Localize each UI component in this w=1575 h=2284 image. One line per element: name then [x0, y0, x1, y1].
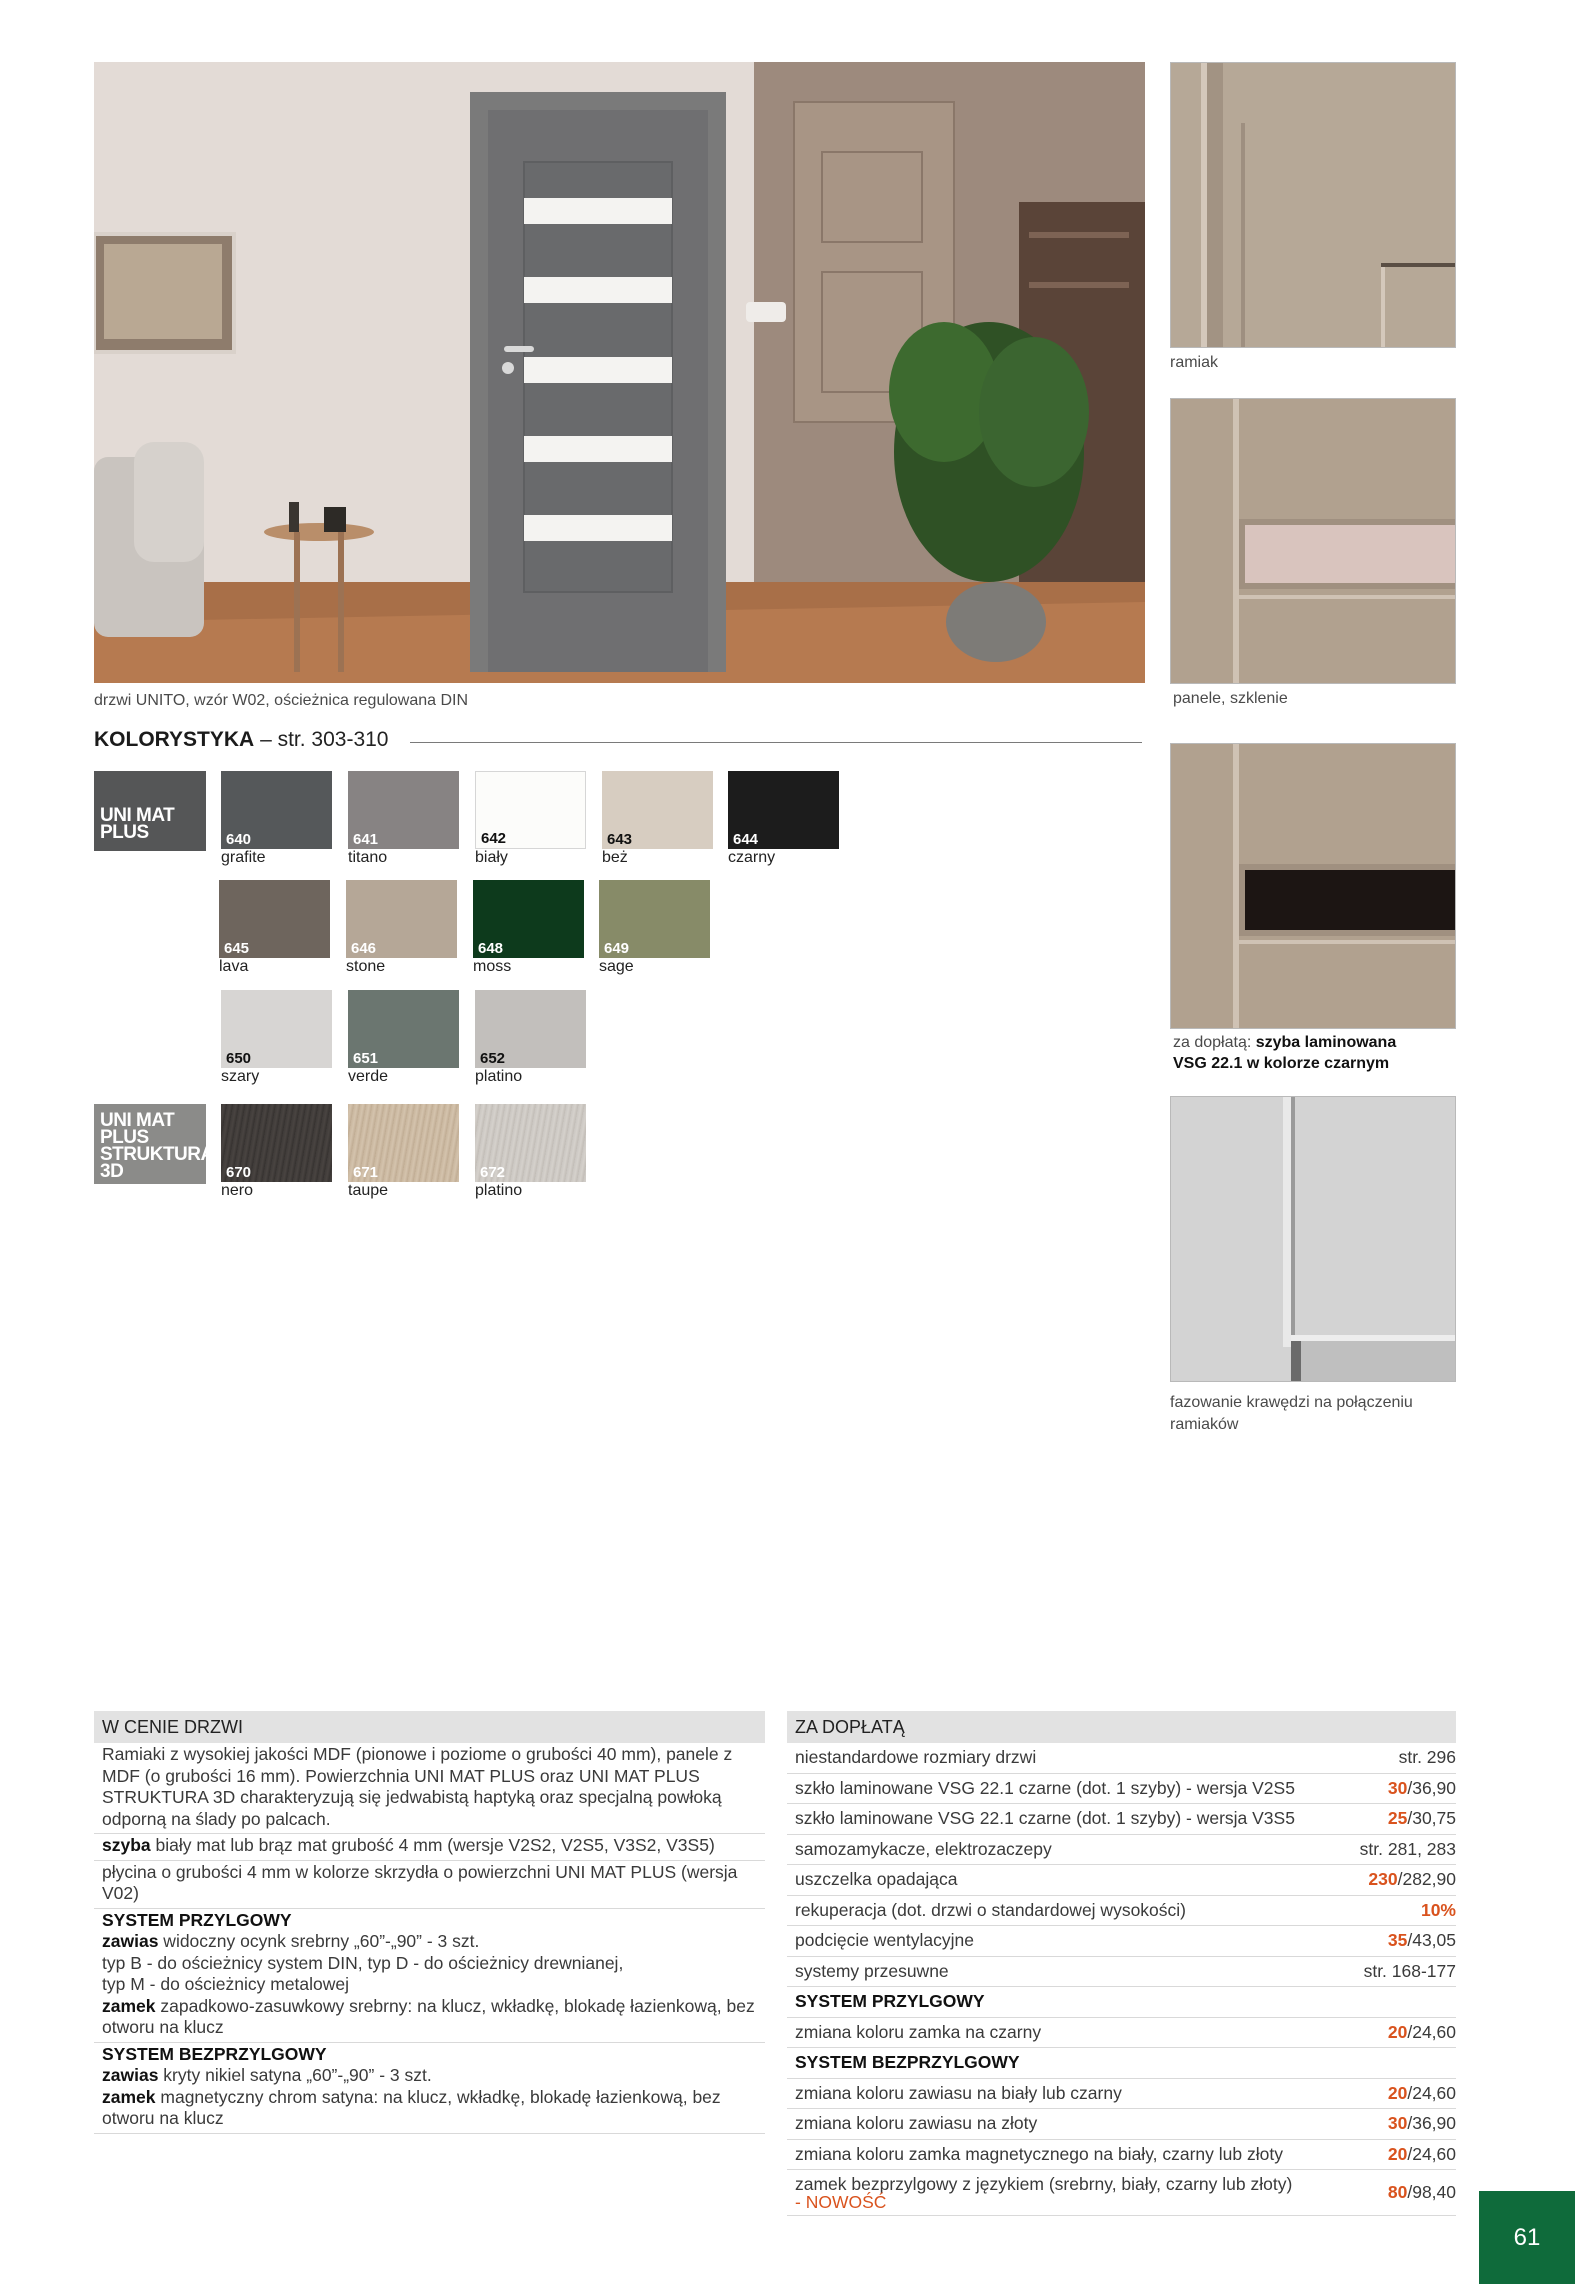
extras-row: [787, 1926, 1456, 1957]
extras-label: podcięcie wentylacyjne: [795, 1930, 974, 1951]
swatch-code: 650: [226, 1050, 252, 1067]
extras-price: [1388, 2083, 1456, 2104]
color-page-ref: – str. 303-310: [254, 728, 389, 751]
extras-price: [1368, 1869, 1456, 1890]
extras-label: systemy przesuwne: [795, 1960, 949, 1981]
lock-text: magnetyczny chrom satyna: na klucz, wkładkę, blokadę łazienkową, bez otworu na klucz: [102, 2086, 721, 2128]
page-number: 61: [1479, 2191, 1575, 2284]
swatch-name: sage: [599, 958, 634, 975]
category-line: 3D: [100, 1161, 124, 1182]
color-title: KOLORYSTYKA: [94, 728, 255, 751]
caption-prefix: za dopłatą:: [1173, 1034, 1256, 1051]
extras-row: [787, 2018, 1456, 2049]
caption-line-1: fazowanie krawędzi na połączeniu: [1170, 1394, 1413, 1411]
hinge-text: kryty nikiel satyna „60”-„90” - 3 szt.: [158, 2065, 432, 2085]
extras-row: [787, 1957, 1456, 1988]
price-gross: str. 281, 283: [1359, 1838, 1456, 1859]
price-gross: str. 296: [1398, 1747, 1456, 1768]
swatch-672[interactable]: [475, 1104, 586, 1200]
category-line: UNI MAT: [100, 1110, 175, 1131]
swatch-name: lava: [219, 958, 249, 975]
price-highlight: 35: [1387, 1930, 1408, 1951]
swatch-646[interactable]: [346, 880, 457, 976]
detail-caption-panel: panele, szklenie: [1173, 690, 1288, 707]
extras-label: szkło laminowane VSG 22.1 czarne (dot. 1 szyby) - wersja V3S5: [795, 1808, 1295, 1829]
price-gross: /24,60: [1407, 2143, 1456, 2164]
caption-bold-1: szyba laminowana: [1255, 1034, 1397, 1051]
price-highlight: 80: [1387, 2182, 1408, 2202]
swatch-641[interactable]: [348, 771, 459, 867]
category-line: UNI MAT: [100, 805, 175, 826]
extras-title: ZA DOPŁATĄ: [787, 1711, 1456, 1743]
panel-row: płycina o grubości 4 mm w kolorze skrzydła o powierzchni UNI MAT PLUS (wersja V02): [94, 1861, 765, 1909]
category-line: PLUS: [100, 822, 149, 843]
price-highlight: 30: [1387, 2113, 1408, 2134]
swatch-code: 671: [353, 1164, 379, 1181]
swatch-name: nero: [221, 1182, 254, 1199]
extras-row: [787, 1743, 1456, 1774]
swatch-code: 645: [224, 940, 250, 957]
swatch-651[interactable]: [348, 990, 459, 1086]
extras-price: [1364, 1961, 1456, 1982]
price-highlight: 230: [1368, 1869, 1398, 1890]
lock-text: zapadkowo-zasuwkowy srebrny: na klucz, wkładkę, blokadę łazienkową, bez otworu na klucz: [102, 1995, 755, 2037]
hinge-label: zawias: [102, 1931, 159, 1951]
lock-label: zamek: [102, 1995, 156, 2016]
extras-row: [787, 2140, 1456, 2171]
glass-row: [94, 1834, 765, 1861]
extras-price: [1388, 1808, 1456, 1829]
swatch-642[interactable]: [475, 771, 586, 867]
swatch-643[interactable]: [602, 771, 713, 867]
swatch-name: czarny: [728, 849, 776, 866]
price-gross: /30,75: [1407, 1808, 1456, 1829]
glass-text: biały mat lub brąz mat grubość 4 mm (wersje V2S2, V2S5, V3S2, V3S5): [150, 1835, 715, 1855]
heading-divider: [410, 742, 1142, 743]
extras-row: [787, 2109, 1456, 2140]
extras-price: [1360, 1839, 1456, 1860]
extras-label: zmiana koloru zawiasu na złoty: [795, 2113, 1038, 2134]
swatch-code: 646: [351, 940, 377, 957]
main-door-photo: [94, 62, 1145, 683]
rebated-system-row: [94, 1909, 765, 2043]
price-gross: /98,40: [1407, 2182, 1456, 2202]
detail-caption-black-glass: [1173, 1032, 1396, 1074]
price-highlight: 20: [1387, 2021, 1408, 2042]
swatch-671[interactable]: [348, 1104, 459, 1200]
category-line: PLUS: [100, 1127, 149, 1148]
description-row: Ramiaki z wysokiej jakości MDF (pionowe i poziome o grubości 40 mm), panele z MDF (o grubości 16 mm). Powierzchnia UNI MAT PLUS oraz UNI MAT PLUS STRUKTURA 3D charakteryzują się jedwabistą haptyką oraz specjalną powłoką odporną na ślady po palcach.: [94, 1743, 765, 1834]
caption-bold-2: VSG 22.1 w kolorze czarnym: [1173, 1055, 1390, 1072]
extras-row: [787, 1835, 1456, 1866]
extras-label: uszczelka opadająca: [795, 1869, 958, 1890]
hinge-types-line: typ B - do ościeżnicy system DIN, typ D - do ościeżnicy drewnianej,: [102, 1952, 624, 1973]
swatch-code: 672: [480, 1164, 506, 1181]
swatch-name: grafite: [221, 849, 266, 866]
detail-caption-rail: ramiak: [1170, 354, 1219, 371]
extras-row: [787, 1774, 1456, 1805]
extras-label: zamek bezprzylgowy z językiem (srebrny, biały, czarny lub złoty): [795, 2173, 1293, 2194]
swatch-650[interactable]: [221, 990, 332, 1086]
price-included-table: [94, 1711, 765, 2134]
extras-label: zmiana koloru zamka magnetycznego na biały, czarny lub złoty: [795, 2143, 1283, 2164]
price-gross: /24,60: [1407, 2082, 1456, 2103]
extras-price: [1399, 1747, 1456, 1768]
category-line: STRUKTURA: [100, 1144, 214, 1165]
swatch-name: titano: [348, 849, 388, 866]
price-highlight: 30: [1387, 1777, 1408, 1798]
main-photo-caption: drzwi UNITO, wzór W02, ościeżnica regulowana DIN: [94, 692, 469, 709]
flush-system-title: SYSTEM BEZPRZYLGOWY: [102, 2043, 327, 2064]
extras-table: [787, 1711, 1456, 2216]
swatch-code: 640: [226, 831, 252, 848]
caption-line-2: ramiaków: [1170, 1416, 1239, 1433]
swatch-670[interactable]: [221, 1104, 332, 1200]
extras-price: [1388, 2144, 1456, 2165]
hinge-text: widoczny ocynk srebrny „60”-„90” - 3 szt.: [158, 1931, 480, 1951]
detail-photo-black-glass: [1170, 743, 1456, 1029]
new-badge: - NOWOŚĆ: [795, 2191, 887, 2212]
extras-section-label: SYSTEM PRZYLGOWY: [795, 1991, 985, 2012]
extras-price: [1388, 2022, 1456, 2043]
extras-row: [787, 1804, 1456, 1835]
swatch-code: 643: [607, 831, 633, 848]
extras-rows: [787, 1743, 1456, 2170]
swatch-name: biały: [475, 849, 508, 866]
swatch-code: 649: [604, 940, 630, 957]
price-gross: /36,90: [1407, 2113, 1456, 2134]
hinge-label: zawias: [102, 2065, 159, 2085]
flush-system-row: [94, 2043, 765, 2134]
detail-photo-panel-glazing: [1170, 398, 1456, 684]
swatch-name: moss: [473, 958, 512, 975]
swatch-648[interactable]: [473, 880, 584, 976]
extras-price: [1388, 1778, 1456, 1799]
swatch-code: 642: [481, 830, 507, 847]
extras-section-row: [787, 1987, 1456, 2018]
extras-label: zmiana koloru zawiasu na biały lub czarny: [795, 2082, 1122, 2103]
extras-row-last: [787, 2170, 1456, 2216]
price-highlight: 25: [1387, 1808, 1408, 1829]
swatch-code: 648: [478, 940, 504, 957]
rebated-system-title: SYSTEM PRZYLGOWY: [102, 1909, 292, 1930]
price-gross: str. 168-177: [1363, 1960, 1456, 1981]
swatch-name: verde: [348, 1068, 389, 1085]
hinge-type-m-line: typ M - do ościeżnicy metalowej: [102, 1974, 350, 1994]
extras-price: [1421, 1900, 1456, 1921]
swatch-code: 670: [226, 1164, 252, 1181]
swatch-code: 641: [353, 831, 379, 848]
swatch-name: beż: [602, 849, 628, 866]
price-gross: /24,60: [1407, 2021, 1456, 2042]
price-included-title: W CENIE DRZWI: [94, 1711, 765, 1743]
lock-label: zamek: [102, 2086, 156, 2107]
swatch-640[interactable]: [221, 771, 332, 867]
swatch-652[interactable]: [475, 990, 586, 1086]
price-highlight: 20: [1387, 2143, 1408, 2164]
extras-price: [1388, 1930, 1456, 1951]
price-highlight: 10%: [1420, 1899, 1456, 1920]
extras-row: [787, 2079, 1456, 2110]
swatch-name: taupe: [348, 1182, 389, 1199]
extras-label: zmiana koloru zamka na czarny: [795, 2021, 1042, 2042]
detail-photo-edge-bevel: [1170, 1096, 1456, 1382]
extras-label: szkło laminowane VSG 22.1 czarne (dot. 1 szyby) - wersja V2S5: [795, 1777, 1295, 1798]
color-section-heading: [94, 728, 389, 752]
extras-label: niestandardowe rozmiary drzwi: [795, 1747, 1037, 1768]
category-uni-mat-plus: [94, 771, 206, 851]
extras-label: rekuperacja (dot. drzwi o standardowej wysokości): [795, 1899, 1186, 1920]
extras-price: [1388, 2113, 1456, 2134]
detail-caption-bevel: [1170, 1392, 1413, 1436]
swatch-name: stone: [346, 958, 386, 975]
glass-label: szyba: [102, 1835, 151, 1855]
swatch-name: platino: [475, 1068, 523, 1085]
extras-label: samozamykacze, elektrozaczepy: [795, 1838, 1052, 1859]
swatch-name: szary: [221, 1068, 260, 1085]
swatch-code: 651: [353, 1050, 379, 1067]
extras-section-label: SYSTEM BEZPRZYLGOWY: [795, 2052, 1020, 2073]
price-gross: /36,90: [1407, 1777, 1456, 1798]
category-uni-mat-plus-3d: [94, 1104, 214, 1184]
swatch-code: 652: [480, 1050, 506, 1067]
price-highlight: 20: [1387, 2082, 1408, 2103]
swatch-code: 644: [733, 831, 759, 848]
extras-row: [787, 1896, 1456, 1927]
price-gross: /282,90: [1397, 1869, 1456, 1890]
swatch-645[interactable]: [219, 880, 330, 976]
detail-photo-rail: [1170, 62, 1456, 348]
swatch-649[interactable]: [599, 880, 710, 976]
swatch-644[interactable]: [728, 771, 839, 867]
extras-row: [787, 1865, 1456, 1896]
extras-section-row: [787, 2048, 1456, 2079]
price-gross: /43,05: [1407, 1930, 1456, 1951]
swatch-name: platino: [475, 1182, 523, 1199]
